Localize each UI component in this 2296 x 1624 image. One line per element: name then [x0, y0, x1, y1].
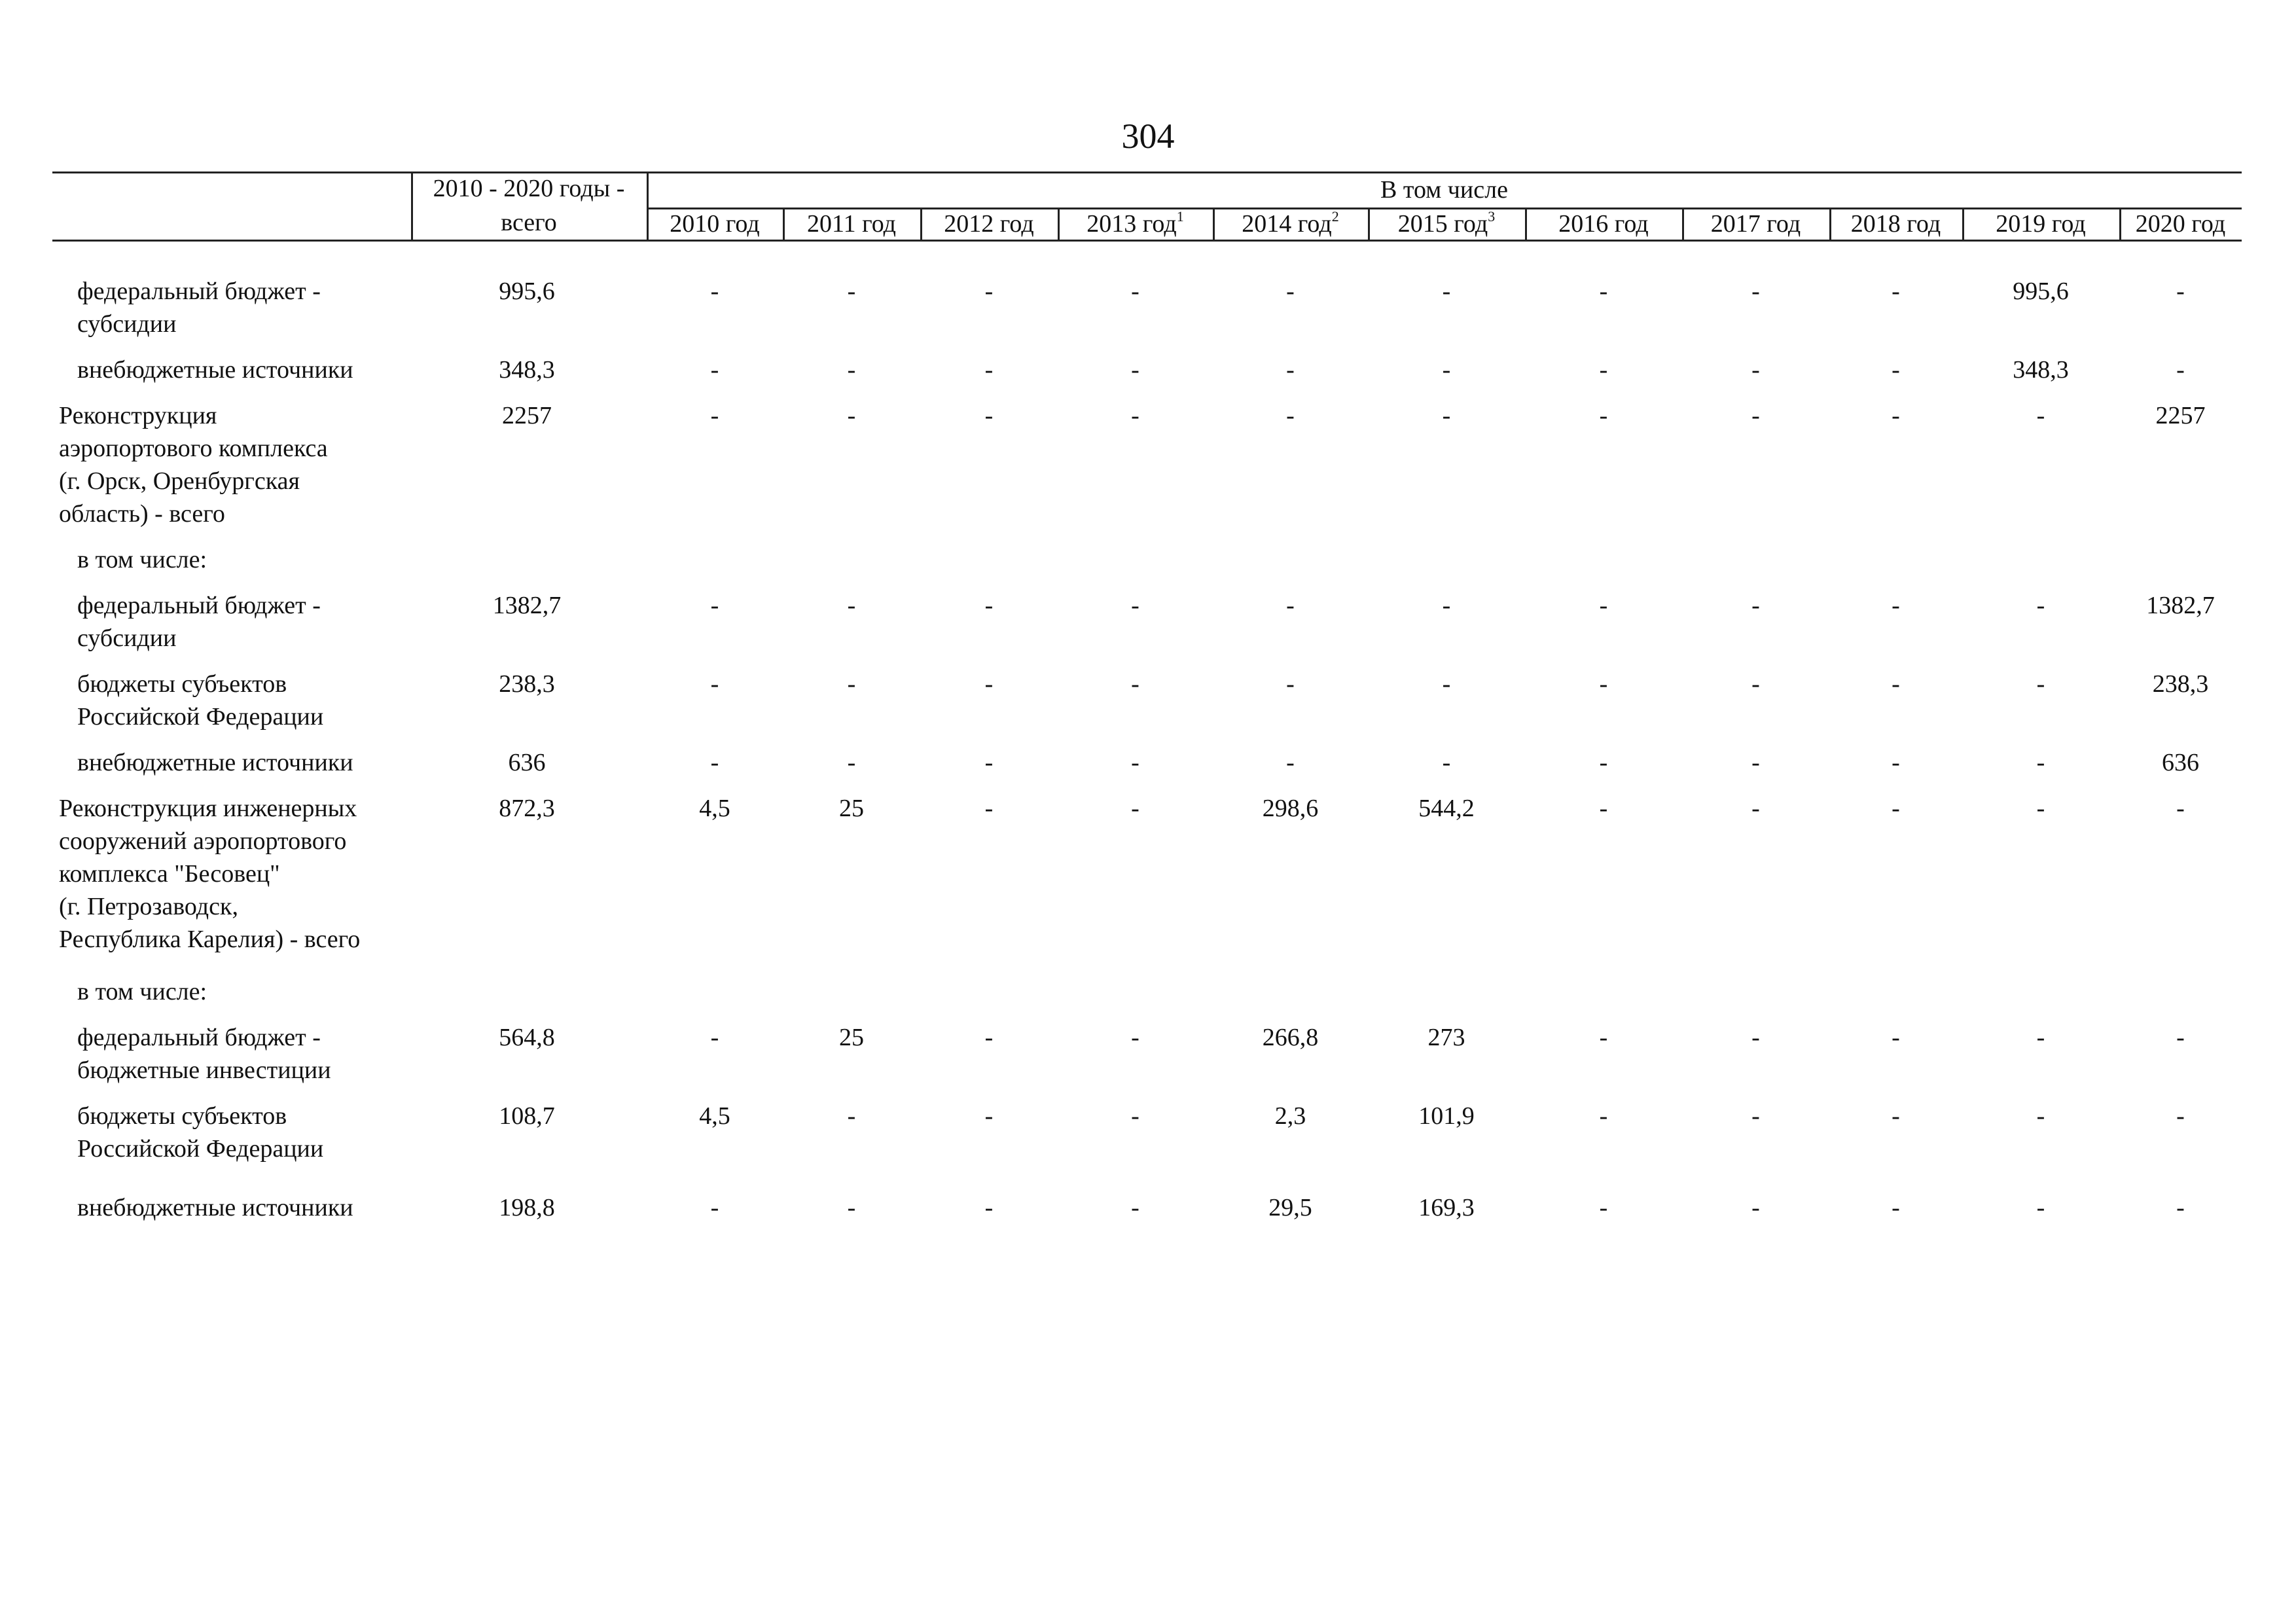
row-value: - — [847, 278, 856, 305]
row-total: 995,6 — [499, 278, 555, 305]
footnote-marker: 2 — [1331, 208, 1339, 225]
header-year — [783, 209, 920, 238]
row-value: - — [1286, 278, 1295, 305]
row-value: - — [984, 670, 994, 698]
row-label: Российской Федерации — [77, 703, 324, 731]
row-total: 348,3 — [499, 356, 555, 384]
row-value: 29,5 — [1268, 1194, 1312, 1221]
row-label: комплекса "Бесовец" — [59, 860, 280, 888]
header-year-label: 2013 год — [1086, 210, 1177, 238]
row-value: - — [2036, 1102, 2045, 1130]
row-value: - — [1892, 1024, 1900, 1051]
row-value: 238,3 — [2152, 670, 2209, 698]
header-year — [1829, 209, 1962, 238]
row-value: - — [2036, 402, 2045, 429]
row-label: федеральный бюджет - — [77, 1024, 321, 1051]
row-label: в том числе: — [77, 978, 207, 1005]
row-value: - — [1442, 278, 1451, 305]
row-value: - — [1751, 402, 1760, 429]
row-value: - — [1442, 402, 1451, 429]
footnote-marker: 1 — [1176, 208, 1184, 225]
row-label: федеральный бюджет - — [77, 278, 321, 305]
row-value: - — [2176, 1194, 2185, 1221]
row-label: Российской Федерации — [77, 1135, 324, 1163]
row-value: - — [1599, 670, 1608, 698]
row-value: - — [1751, 1024, 1760, 1051]
row-value: - — [1751, 1102, 1760, 1130]
row-value: - — [1442, 356, 1451, 384]
row-value: - — [2036, 592, 2045, 619]
row-value: - — [1892, 1194, 1900, 1221]
row-value: - — [1892, 278, 1900, 305]
row-value: - — [1131, 278, 1139, 305]
row-value: 4,5 — [699, 1102, 730, 1130]
header-year-label: 2019 год — [1996, 210, 2086, 238]
row-value: - — [1892, 670, 1900, 698]
header-year — [1368, 209, 1525, 238]
header-year-label: 2011 год — [807, 210, 896, 238]
row-value: - — [847, 1194, 856, 1221]
header-year-label: 2018 год — [1850, 210, 1941, 238]
header-year-label: 2012 год — [944, 210, 1034, 238]
header-total-line1: 2010 - 2020 годы - — [433, 175, 625, 202]
row-value: - — [847, 1102, 856, 1130]
row-value: - — [710, 1024, 719, 1051]
row-value: - — [1892, 592, 1900, 619]
row-value: - — [2176, 1024, 2185, 1051]
row-value: 266,8 — [1262, 1024, 1319, 1051]
row-value: 348,3 — [2013, 356, 2069, 384]
row-value: - — [1599, 749, 1608, 776]
header-year-label: 2016 год — [1558, 210, 1649, 238]
row-total: 2257 — [502, 402, 552, 429]
row-value: - — [1599, 1102, 1608, 1130]
row-value: - — [710, 278, 719, 305]
row-label: аэропортового комплекса — [59, 435, 328, 462]
row-label: Республика Карелия) - всего — [59, 926, 361, 953]
row-label: бюджеты субъектов — [77, 1102, 287, 1130]
row-value: 4,5 — [699, 795, 730, 822]
row-value: - — [1892, 795, 1900, 822]
header-total-line2: всего — [501, 209, 557, 236]
row-total: 564,8 — [499, 1024, 555, 1051]
row-label: область) - всего — [59, 500, 225, 528]
row-value: - — [2036, 795, 2045, 822]
row-label: бюджеты субъектов — [77, 670, 287, 698]
row-value: - — [984, 278, 994, 305]
row-value: - — [1751, 749, 1760, 776]
row-value: 273 — [1427, 1024, 1465, 1051]
row-value: - — [2036, 1024, 2045, 1051]
row-value: - — [1751, 592, 1760, 619]
row-label: субсидии — [77, 624, 177, 652]
header-year-label: 2017 год — [1710, 210, 1801, 238]
row-value: - — [1442, 670, 1451, 698]
row-value: - — [1599, 592, 1608, 619]
row-label: сооружений аэропортового — [59, 827, 347, 855]
row-value: - — [847, 356, 856, 384]
row-value: - — [1599, 795, 1608, 822]
row-value: - — [847, 402, 856, 429]
header-year — [1213, 209, 1368, 238]
row-value: - — [1892, 402, 1900, 429]
header-year-label: 2010 год — [670, 210, 760, 238]
header-year — [2119, 209, 2242, 238]
row-value: - — [1286, 749, 1295, 776]
row-value: - — [1131, 356, 1139, 384]
row-value: 2257 — [2155, 402, 2206, 429]
header-year-label: 2014 год — [1242, 210, 1332, 238]
header-year-label: 2015 год — [1397, 210, 1488, 238]
row-value: 995,6 — [2013, 278, 2069, 305]
row-value: - — [710, 670, 719, 698]
row-value: - — [710, 592, 719, 619]
row-value: - — [984, 1024, 994, 1051]
row-value: 544,2 — [1418, 795, 1475, 822]
row-value: - — [1131, 402, 1139, 429]
row-value: - — [2176, 795, 2185, 822]
row-label: (г. Петрозаводск, — [59, 893, 238, 920]
row-value: - — [2036, 670, 2045, 698]
row-label: Реконструкция инженерных — [59, 795, 357, 822]
row-value: - — [1131, 592, 1139, 619]
row-value: - — [1751, 356, 1760, 384]
row-value: - — [1892, 356, 1900, 384]
row-label: федеральный бюджет - — [77, 592, 321, 619]
row-value: - — [1599, 356, 1608, 384]
row-value: - — [1892, 1102, 1900, 1130]
row-value: - — [1442, 749, 1451, 776]
row-value: - — [1286, 592, 1295, 619]
row-label: субсидии — [77, 310, 177, 338]
header-bottom-rule — [52, 240, 2242, 242]
row-value: - — [984, 1102, 994, 1130]
row-value: 25 — [839, 1024, 864, 1051]
row-value: - — [2036, 1194, 2045, 1221]
row-value: - — [1286, 356, 1295, 384]
row-value: - — [2036, 749, 2045, 776]
row-value: 298,6 — [1262, 795, 1319, 822]
row-value: - — [1599, 1024, 1608, 1051]
row-total: 198,8 — [499, 1194, 555, 1221]
row-value: - — [1131, 1194, 1139, 1221]
header-year — [1525, 209, 1682, 238]
row-total: 636 — [508, 749, 546, 776]
header-year — [1682, 209, 1829, 238]
row-value: 169,3 — [1418, 1194, 1475, 1221]
row-value: - — [847, 670, 856, 698]
row-label: внебюджетные источники — [77, 1194, 353, 1221]
header-year-label: 2020 год — [2135, 210, 2226, 238]
row-value: 101,9 — [1418, 1102, 1475, 1130]
row-value: - — [1131, 1102, 1139, 1130]
row-label: (г. Орск, Оренбургская — [59, 467, 300, 495]
row-value: - — [710, 402, 719, 429]
row-value: - — [984, 795, 994, 822]
row-total: 238,3 — [499, 670, 555, 698]
page-number: 304 — [1121, 117, 1175, 156]
row-value: - — [1599, 278, 1608, 305]
row-value: - — [1751, 795, 1760, 822]
row-label: внебюджетные источники — [77, 356, 353, 384]
row-value: - — [1442, 592, 1451, 619]
row-value: - — [2176, 278, 2185, 305]
row-total: 108,7 — [499, 1102, 555, 1130]
header-year — [1058, 209, 1213, 238]
row-value: - — [710, 356, 719, 384]
row-value: - — [710, 749, 719, 776]
row-total: 1382,7 — [492, 592, 562, 619]
row-value: 25 — [839, 795, 864, 822]
row-label: внебюджетные источники — [77, 749, 353, 776]
row-value: - — [984, 749, 994, 776]
row-value: - — [1286, 670, 1295, 698]
row-value: - — [984, 592, 994, 619]
header-year — [647, 209, 783, 238]
row-value: - — [710, 1194, 719, 1221]
row-value: - — [2176, 1102, 2185, 1130]
row-value: - — [847, 749, 856, 776]
row-value: - — [847, 592, 856, 619]
row-value: 1382,7 — [2146, 592, 2215, 619]
row-value: 2,3 — [1274, 1102, 1306, 1130]
row-total: 872,3 — [499, 795, 555, 822]
row-value: - — [1751, 1194, 1760, 1221]
row-value: - — [1286, 402, 1295, 429]
row-label: бюджетные инвестиции — [77, 1056, 331, 1084]
row-value: - — [1131, 1024, 1139, 1051]
row-value: - — [984, 1194, 994, 1221]
row-value: - — [1599, 1194, 1608, 1221]
row-label: Реконструкция — [59, 402, 217, 429]
row-value: 636 — [2162, 749, 2199, 776]
header-year — [920, 209, 1058, 238]
row-value: - — [1131, 670, 1139, 698]
row-value: - — [1751, 670, 1760, 698]
row-value: - — [1892, 749, 1900, 776]
header-group-label: В том числе — [1380, 176, 1508, 204]
row-value: - — [1599, 402, 1608, 429]
row-value: - — [1751, 278, 1760, 305]
footnote-marker: 3 — [1488, 208, 1496, 225]
row-value: - — [1131, 749, 1139, 776]
table-top-rule — [52, 171, 2242, 173]
row-value: - — [984, 356, 994, 384]
row-value: - — [984, 402, 994, 429]
row-value: - — [2176, 356, 2185, 384]
header-year — [1962, 209, 2119, 238]
row-value: - — [1131, 795, 1139, 822]
row-label: в том числе: — [77, 546, 207, 573]
